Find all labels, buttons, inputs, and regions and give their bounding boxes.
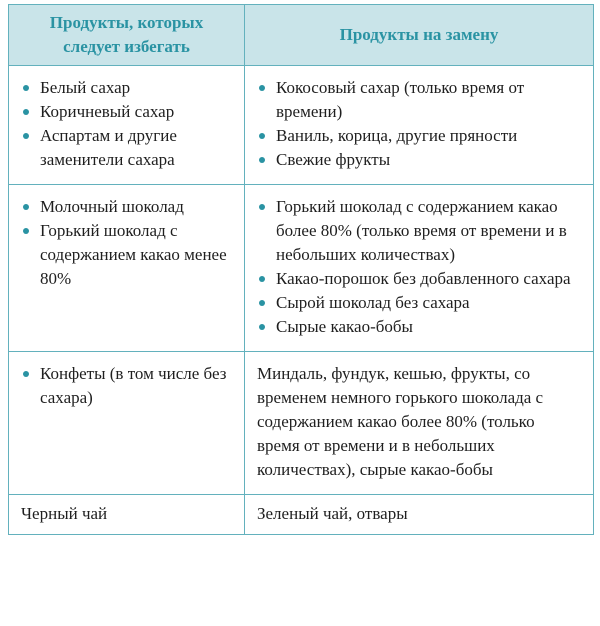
list-item: [257, 148, 581, 172]
bullet-list: [21, 195, 232, 291]
bullet-icon: [259, 133, 265, 139]
bullet-icon: [23, 133, 29, 139]
table-header: [9, 5, 594, 66]
list-item-text: Сырые какао-бобы: [276, 317, 413, 336]
list-item-text: Коричневый сахар: [40, 102, 175, 121]
list-item-text: Какао-порошок без добавленного сахара: [276, 269, 571, 288]
list-item-text: Молочный шоколад: [40, 197, 184, 216]
list-item: [21, 195, 232, 219]
table-body: [9, 66, 594, 535]
list-item: [21, 124, 232, 172]
list-item: [21, 219, 232, 291]
avoid-cell: [9, 352, 245, 495]
list-item: [257, 195, 581, 267]
bullet-list: [257, 195, 581, 339]
list-item-text: Белый сахар: [40, 78, 131, 97]
list-item: [21, 362, 232, 410]
avoid-cell: [9, 66, 245, 185]
bullet-list: [21, 362, 232, 410]
list-item: [257, 315, 581, 339]
replace-column-header: Продукты на замену: [245, 5, 594, 66]
bullet-icon: [23, 228, 29, 234]
bullet-list: [21, 76, 232, 172]
list-item-text: Аспартам и другие заменители сахара: [40, 126, 177, 169]
cell-text: Миндаль, фундук, кешью, фрукты, со временем немного горького шоколада с содержанием какао более 80% (только время от времени и в небольших количествах), сырые какао-бобы: [257, 364, 544, 479]
table-row: [9, 352, 594, 495]
table-row: [9, 185, 594, 352]
list-item-text: Кокосовый сахар (только время от времени): [276, 78, 525, 121]
avoid-column-header: Продукты, которых следует избегать: [9, 5, 245, 66]
list-item: [21, 100, 232, 124]
header-row: [9, 5, 594, 66]
replace-cell: [245, 66, 594, 185]
replace-cell: [245, 185, 594, 352]
food-substitution-table: [8, 4, 594, 535]
bullet-icon: [259, 276, 265, 282]
list-item-text: Горький шоколад с содержанием какао более 80% (только время от времени и в небольших количествах): [276, 197, 567, 264]
bullet-icon: [259, 204, 265, 210]
list-item: [257, 291, 581, 315]
bullet-icon: [23, 109, 29, 115]
list-item-text: Ваниль, корица, другие пряности: [276, 126, 518, 145]
table-row: [9, 495, 594, 535]
replace-cell: [245, 352, 594, 495]
replace-cell: [245, 495, 594, 535]
bullet-icon: [259, 300, 265, 306]
bullet-icon: [259, 324, 265, 330]
bullet-icon: [23, 85, 29, 91]
list-item-text: Свежие фрукты: [276, 150, 391, 169]
list-item-text: Сырой шоколад без сахара: [276, 293, 470, 312]
list-item-text: Горький шоколад с содержанием какао менее 80%: [40, 221, 227, 288]
bullet-icon: [259, 157, 265, 163]
list-item: [21, 76, 232, 100]
list-item: [257, 76, 581, 124]
avoid-cell: [9, 495, 245, 535]
cell-text: Зеленый чай, отвары: [257, 504, 408, 523]
avoid-cell: [9, 185, 245, 352]
bullet-list: [257, 76, 581, 172]
bullet-icon: [259, 85, 265, 91]
cell-text: Черный чай: [21, 504, 108, 523]
table-row: [9, 66, 594, 185]
bullet-icon: [23, 204, 29, 210]
list-item: [257, 267, 581, 291]
bullet-icon: [23, 371, 29, 377]
list-item-text: Конфеты (в том числе без сахара): [40, 364, 227, 407]
list-item: [257, 124, 581, 148]
